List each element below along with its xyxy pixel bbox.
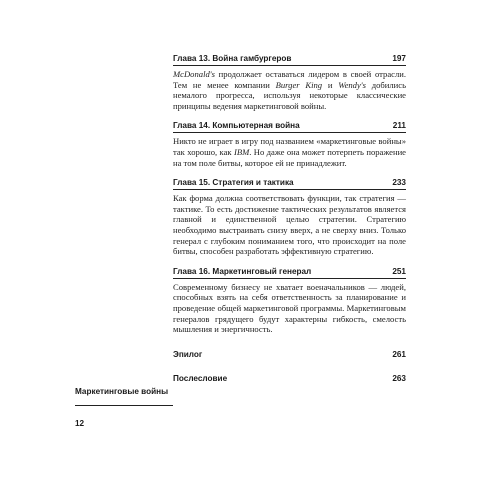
afterword-title: Послесловие [173, 373, 228, 383]
chapter-title: Глава 15. Стратегия и тактика [173, 178, 294, 188]
afterword-page: 263 [392, 373, 406, 383]
description-run: и [322, 79, 339, 90]
toc-chapter-16 [173, 266, 406, 335]
footer-divider [75, 405, 173, 406]
chapter-page: 211 [392, 121, 406, 131]
table-of-contents [173, 53, 406, 397]
toc-chapter-14 [173, 120, 406, 168]
chapter-page: 197 [392, 54, 406, 63]
chapter-title: Глава 14. Компьютерная война [173, 121, 300, 131]
running-footer-title: Маркетинговые войны [75, 387, 169, 396]
chapter-description [173, 282, 406, 335]
description-run: добились немалого прогресса, используя некоторые классические принципы ведения маркетинговой войны. [173, 79, 406, 111]
description-italic-run: Burger King [275, 79, 323, 90]
page-number: 12 [75, 419, 85, 428]
epilogue-page: 261 [392, 349, 406, 359]
toc-afterword [173, 373, 406, 385]
chapter-description [173, 69, 406, 111]
toc-epilogue [173, 349, 406, 361]
toc-chapter-15 [173, 177, 406, 257]
chapter-heading [173, 349, 406, 361]
description-run: . Но даже она может потерпеть поражение на том поле битвы, которое ей не принадлежит. [173, 146, 406, 168]
description-run: Современному бизнесу не хватает военачальников — людей, способных взять на себя ответственность за планирование и проведение общей маркетинговой программы. Маркетинговым генералов грядущего будут характерны гибкость, смелость мышления и энергичность. [173, 281, 406, 335]
chapter-heading [173, 177, 406, 190]
chapter-description [173, 136, 406, 168]
epilogue-title: Эпилог [173, 349, 203, 359]
chapter-title: Глава 13. Война гамбургеров [173, 54, 292, 63]
description-run: Как форма должна соответствовать функции, так стратегия — тактике. То есть достижение тактических результатов является главной и единственной целью стратегии. Стратегию необходимо выстраивать снизу вверх, а не сверху вниз. Только генерал с глубоким пониманием того, что происходит на поле битвы, способен разработать эффективную стратегию. [173, 193, 406, 257]
chapter-page: 251 [392, 266, 406, 276]
chapter-title: Глава 16. Маркетинговый генерал [173, 266, 312, 276]
chapter-heading [173, 373, 406, 385]
description-italic-run: Wendy's [338, 79, 366, 90]
toc-chapter-13 [173, 53, 406, 111]
chapter-heading [173, 266, 406, 279]
description-run: Никто не играет в игру под названием «маркетинговые войны» так хорошо, как [173, 136, 406, 157]
chapter-description [173, 193, 406, 257]
chapter-heading [173, 53, 406, 66]
chapter-page: 233 [392, 178, 406, 188]
description-italic-run: IBM [233, 146, 250, 157]
description-run: продолжает оставаться лидером в своей отрасли. Тем не менее компании [173, 69, 406, 90]
description-italic-run: McDonald's [173, 69, 215, 79]
chapter-heading [173, 120, 406, 133]
